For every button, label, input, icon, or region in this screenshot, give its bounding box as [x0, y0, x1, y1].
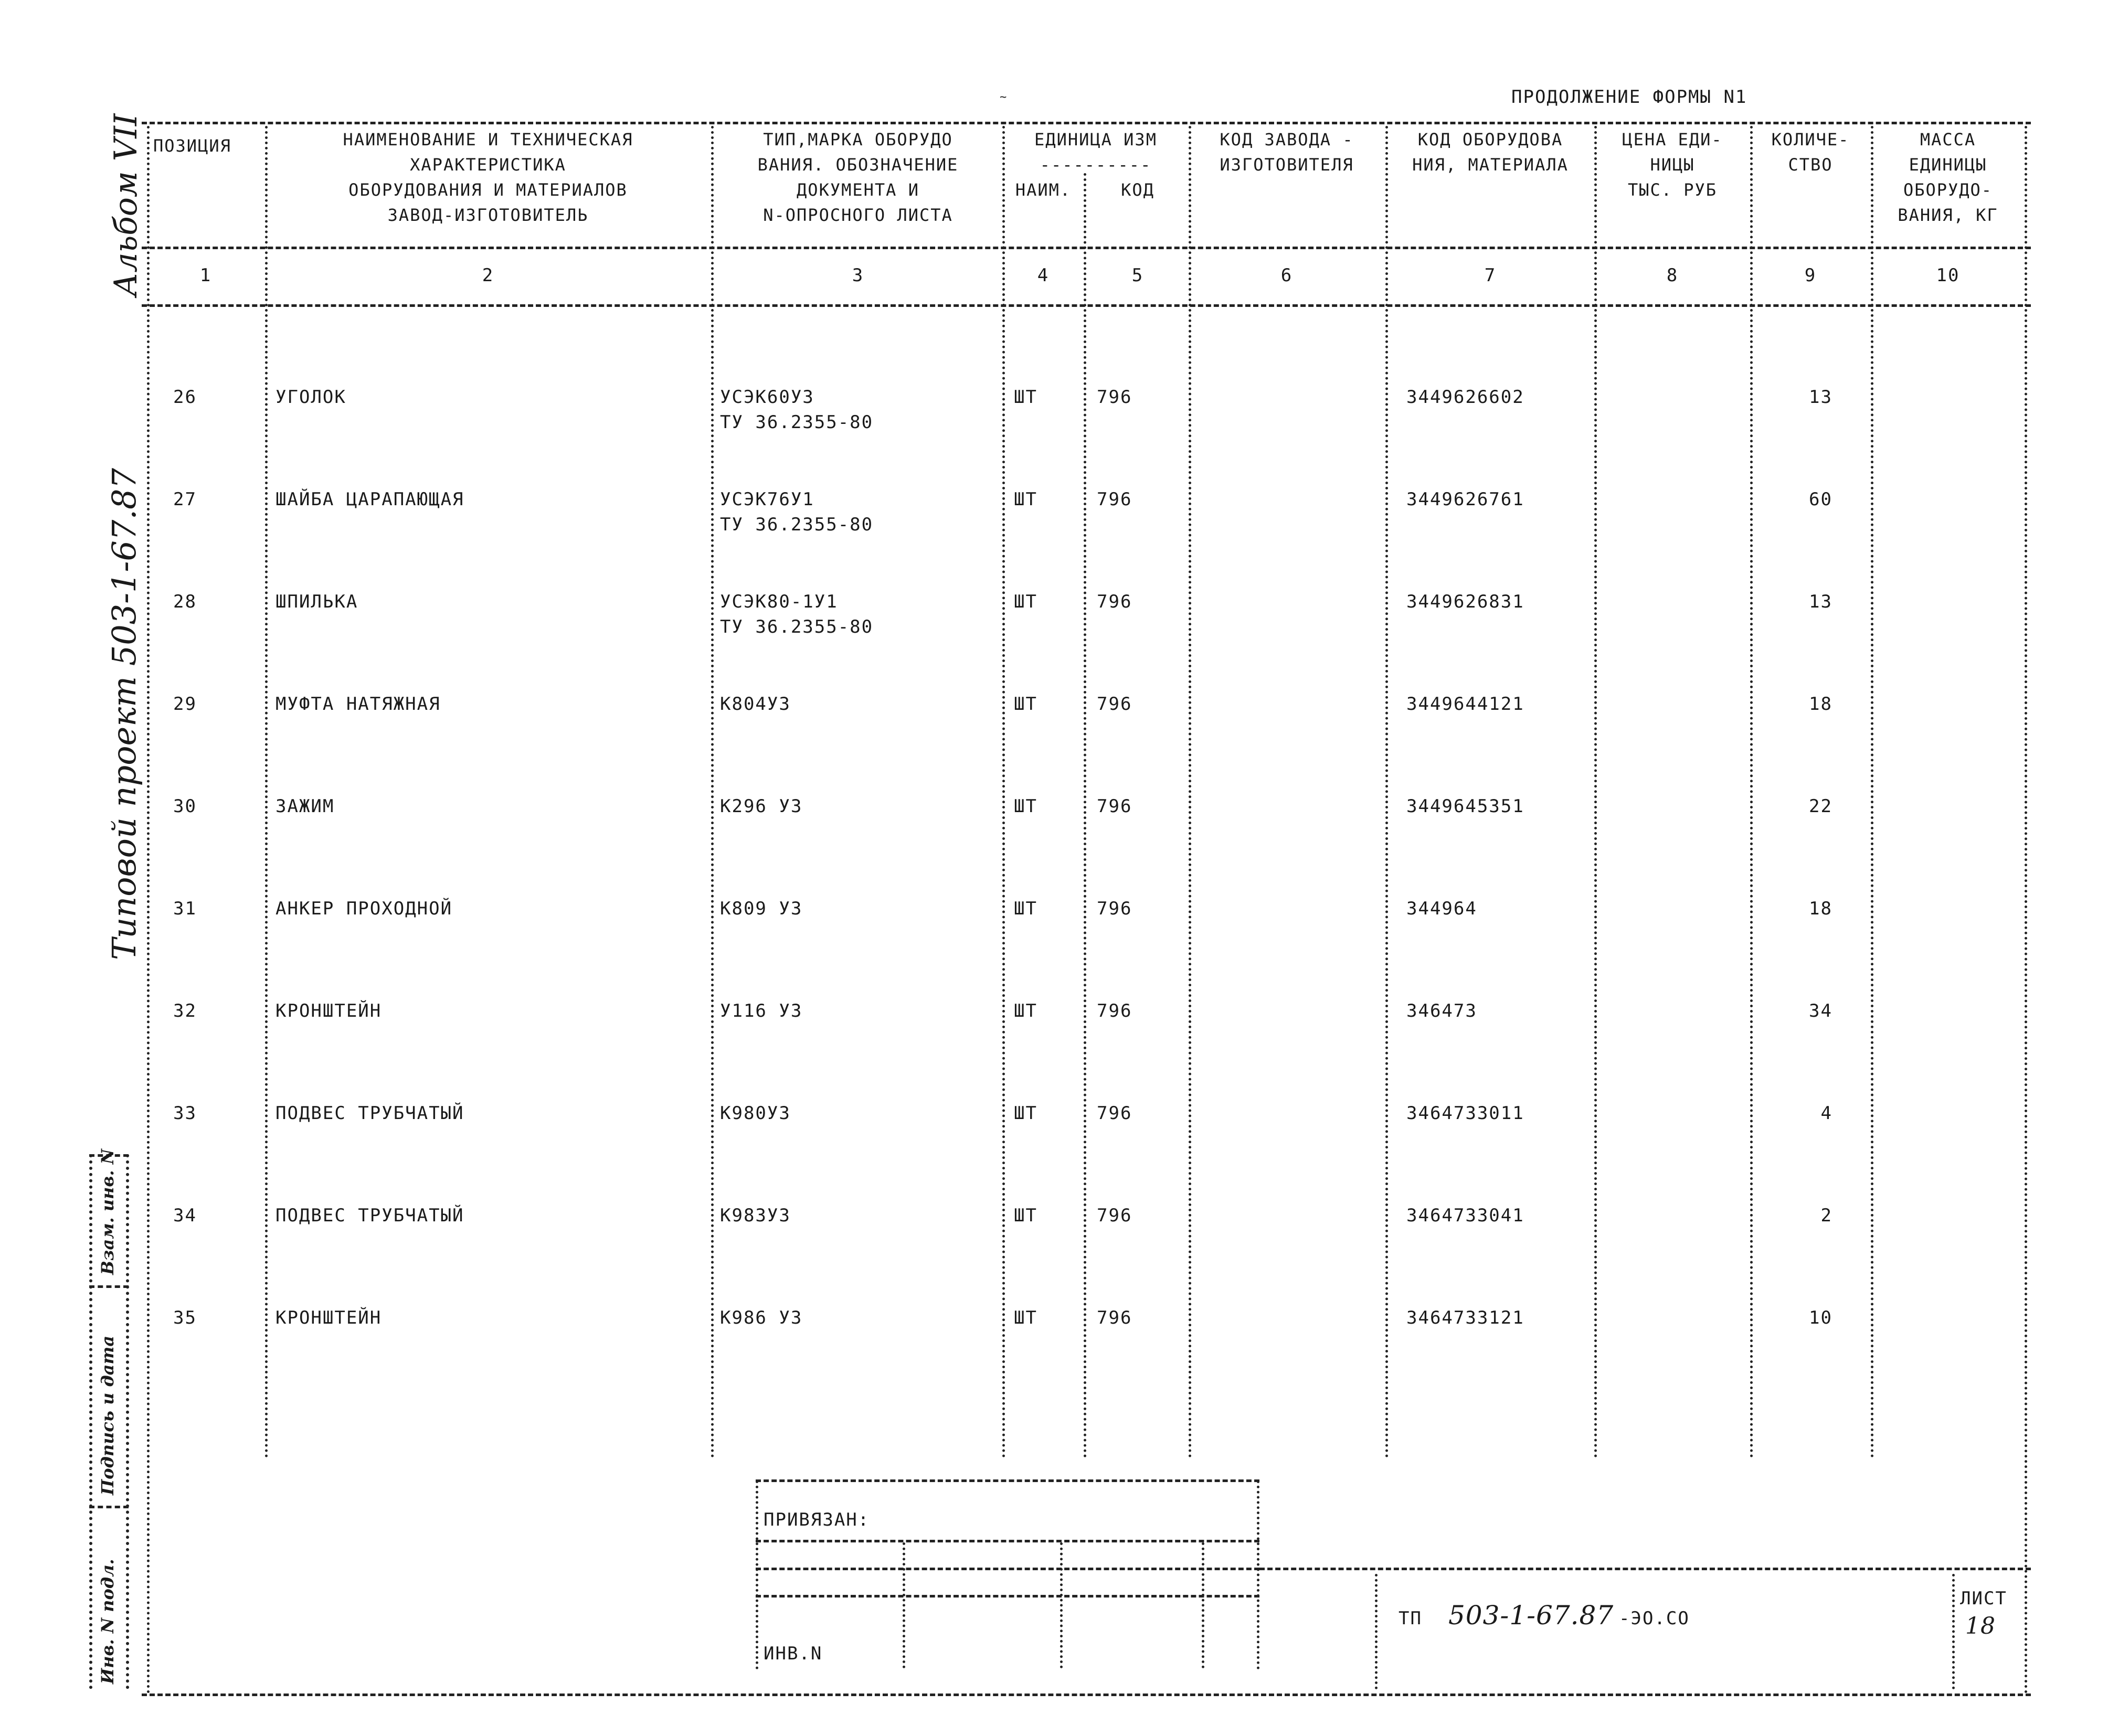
- stamp-rule-2: [756, 1540, 1259, 1542]
- row-equipment-code: 346473: [1406, 1000, 1477, 1021]
- row-quantity: 18: [1809, 694, 1832, 715]
- stamp-linked-label: ПРИВЯЗАН:: [764, 1509, 870, 1530]
- col-header-mass-l2: ЕДИНИЦЫ: [1909, 155, 1987, 175]
- col-header-factory-l1: КОД ЗАВОДА -: [1220, 130, 1354, 150]
- stamp-sep-e: [1257, 1481, 1259, 1669]
- stamp-sep-g: [1952, 1574, 1955, 1689]
- col-number-5: 5: [1131, 265, 1144, 286]
- col-header-unit-code: КОД: [1121, 180, 1154, 200]
- row-quantity: 18: [1809, 898, 1832, 919]
- row-type-mark: К804У3: [720, 694, 791, 715]
- row-quantity: 13: [1809, 591, 1832, 612]
- col-number-6: 6: [1280, 265, 1293, 286]
- row-unit-code: 796: [1097, 387, 1132, 408]
- col-header-unit-l1: ЕДИНИЦА ИЗМ: [1034, 130, 1157, 150]
- row-type-mark: УСЭК80-1У1: [720, 591, 838, 612]
- col-header-mass-l1: МАССА: [1920, 130, 1976, 150]
- side-album-label: Альбом VII: [108, 113, 144, 296]
- col-header-type-l3: ДОКУМЕНТА И: [797, 180, 919, 200]
- row-position: 28: [173, 591, 197, 612]
- col-header-factory-l2: ИЗГОТОВИТЕЛЯ: [1220, 155, 1354, 175]
- col-header-type-l2: ВАНИЯ. ОБОЗНАЧЕНИЕ: [757, 155, 959, 175]
- row-type-document: ТУ 36.2355-80: [720, 412, 874, 433]
- row-equipment-code: 3449626831: [1406, 591, 1524, 612]
- row-unit-name: ШТ: [1014, 1307, 1037, 1328]
- row-unit-name: ШТ: [1014, 591, 1037, 612]
- col-header-qty-l2: СТВО: [1788, 155, 1833, 175]
- row-quantity: 10: [1809, 1307, 1832, 1328]
- row-type-mark: К980У3: [720, 1103, 791, 1124]
- col-number-4: 4: [1037, 265, 1050, 286]
- side-project-label: Типовой проект 503-1-67.87: [105, 468, 143, 960]
- row-equipment-code: 3449626602: [1406, 387, 1524, 408]
- row-name: ЗАЖИМ: [276, 796, 335, 817]
- row-name: ПОДВЕС ТРУБЧАТЫЙ: [276, 1103, 464, 1124]
- col-header-name-l4: ЗАВОД-ИЗГОТОВИТЕЛЬ: [387, 205, 589, 225]
- row-type-mark: К809 У3: [720, 898, 803, 919]
- top-mark: ~: [1000, 91, 1008, 104]
- side-stamp-replace-inv: Взам. инв. N: [98, 1148, 118, 1275]
- row-quantity: 13: [1809, 387, 1832, 408]
- col-number-8: 8: [1666, 265, 1679, 286]
- row-name: МУФТА НАТЯЖНАЯ: [276, 694, 441, 715]
- stamp-sep-d: [1202, 1542, 1204, 1668]
- row-name: АНКЕР ПРОХОДНОЙ: [276, 898, 453, 919]
- row-equipment-code: 3449644121: [1406, 694, 1524, 715]
- col-header-type-l4: N-ОПРОСНОГО ЛИСТА: [763, 205, 953, 225]
- sheet-number: 18: [1965, 1613, 1996, 1639]
- col-header-price-l1: ЦЕНА ЕДИ-: [1622, 130, 1723, 150]
- row-position: 35: [173, 1307, 197, 1328]
- col-header-position: ПОЗИЦИЯ: [153, 136, 231, 156]
- col-sep-1: [265, 126, 268, 1458]
- row-name: КРОНШТЕЙН: [276, 1307, 382, 1328]
- row-unit-code: 796: [1097, 1103, 1132, 1124]
- row-name: КРОНШТЕЙН: [276, 1000, 382, 1021]
- row-unit-code: 796: [1097, 694, 1132, 715]
- sheet-label: ЛИСТ: [1960, 1588, 2007, 1609]
- row-unit-code: 796: [1097, 1205, 1132, 1226]
- col-header-name-l3: ОБОРУДОВАНИЯ И МАТЕРИАЛОВ: [348, 180, 628, 200]
- col-sep-0: [147, 126, 150, 1695]
- stamp-sep-f: [1375, 1574, 1378, 1689]
- doc-suffix: -ЭО.СО: [1619, 1608, 1690, 1629]
- header-bottom-rule: [142, 247, 2031, 249]
- row-position: 27: [173, 489, 197, 510]
- row-name: ШПИЛЬКА: [276, 591, 358, 612]
- side-stamp-border-a: [89, 1154, 92, 1689]
- col-number-7: 7: [1484, 265, 1497, 286]
- col-header-type-l1: ТИП,МАРКА ОБОРУДО: [763, 130, 953, 150]
- row-unit-code: 796: [1097, 1000, 1132, 1021]
- row-type-mark: УСЭК76У1: [720, 489, 814, 510]
- col-sep-2: [711, 126, 714, 1458]
- col-header-unit-divider: ----------: [1040, 155, 1152, 175]
- stamp-sep-b: [903, 1542, 905, 1668]
- row-position: 30: [173, 796, 197, 817]
- row-position: 33: [173, 1103, 197, 1124]
- side-stamp-original-inv: Инв. N подл.: [98, 1559, 118, 1684]
- side-stamp-signature: Подпись и дата: [98, 1335, 118, 1495]
- row-type-document: ТУ 36.2355-80: [720, 616, 874, 637]
- stamp-inv-label: ИНВ.N: [764, 1643, 823, 1664]
- side-stamp-rule-2: [89, 1285, 129, 1288]
- row-position: 34: [173, 1205, 197, 1226]
- row-equipment-code: 3449645351: [1406, 796, 1524, 817]
- stamp-sep-c: [1060, 1542, 1063, 1668]
- stamp-rule-1: [756, 1479, 1259, 1482]
- col-number-1: 1: [199, 265, 212, 286]
- row-quantity: 2: [1820, 1205, 1832, 1226]
- row-unit-name: ШТ: [1014, 387, 1037, 408]
- stamp-sep-a: [756, 1481, 758, 1669]
- row-name: ПОДВЕС ТРУБЧАТЫЙ: [276, 1205, 464, 1226]
- col-header-code-l1: КОД ОБОРУДОВА: [1417, 130, 1563, 150]
- stamp-rule-title: [1259, 1568, 2031, 1570]
- col-header-qty-l1: КОЛИЧЕ-: [1771, 130, 1850, 150]
- row-unit-code: 796: [1097, 796, 1132, 817]
- row-equipment-code: 3449626761: [1406, 489, 1524, 510]
- doc-number: 503-1-67.87: [1448, 1600, 1614, 1631]
- col-header-price-l3: ТЫС. РУБ: [1627, 180, 1718, 200]
- row-equipment-code: 3464733041: [1406, 1205, 1524, 1226]
- row-unit-code: 796: [1097, 898, 1132, 919]
- col-sep-9: [1871, 126, 1873, 1458]
- col-number-3: 3: [852, 265, 864, 286]
- row-type-document: ТУ 36.2355-80: [720, 514, 874, 535]
- row-unit-name: ШТ: [1014, 694, 1037, 715]
- row-equipment-code: 344964: [1406, 898, 1477, 919]
- row-equipment-code: 3464733011: [1406, 1103, 1524, 1124]
- row-unit-code: 796: [1097, 489, 1132, 510]
- col-header-unit-name: НАИМ.: [1015, 180, 1072, 200]
- col-header-mass-l4: ВАНИЯ, КГ: [1898, 205, 1998, 225]
- row-unit-code: 796: [1097, 591, 1132, 612]
- col-sep-10: [2025, 126, 2027, 1695]
- row-unit-name: ШТ: [1014, 1103, 1037, 1124]
- row-quantity: 60: [1809, 489, 1832, 510]
- row-quantity: 34: [1809, 1000, 1832, 1021]
- col-sep-5: [1189, 126, 1191, 1458]
- row-type-mark: К986 У3: [720, 1307, 803, 1328]
- col-header-code-l2: НИЯ, МАТЕРИАЛА: [1412, 155, 1569, 175]
- row-position: 32: [173, 1000, 197, 1021]
- stamp-rule-4: [756, 1595, 1259, 1597]
- doc-prefix: ТП: [1399, 1608, 1422, 1629]
- col-header-mass-l3: ОБОРУДО-: [1903, 180, 1993, 200]
- col-header-name-l2: ХАРАКТЕРИСТИКА: [410, 155, 566, 175]
- col-header-name-l1: НАИМЕНОВАНИЕ И ТЕХНИЧЕСКАЯ: [343, 130, 633, 150]
- row-unit-name: ШТ: [1014, 1205, 1037, 1226]
- col-sep-3: [1002, 126, 1005, 1458]
- col-sep-4: [1084, 173, 1086, 1458]
- col-number-2: 2: [482, 265, 494, 286]
- row-unit-name: ШТ: [1014, 898, 1037, 919]
- row-type-mark: К296 У3: [720, 796, 803, 817]
- col-header-price-l2: НИЦЫ: [1650, 155, 1695, 175]
- numbers-bottom-rule: [142, 304, 2031, 307]
- col-sep-6: [1385, 126, 1388, 1458]
- page-bottom-rule: [142, 1694, 2031, 1696]
- col-number-9: 9: [1804, 265, 1817, 286]
- row-unit-name: ШТ: [1014, 1000, 1037, 1021]
- row-unit-name: ШТ: [1014, 796, 1037, 817]
- row-position: 26: [173, 387, 197, 408]
- stamp-rule-3: [756, 1568, 1259, 1570]
- row-position: 31: [173, 898, 197, 919]
- row-position: 29: [173, 694, 197, 715]
- row-name: ШАЙБА ЦАРАПАЮЩАЯ: [276, 489, 464, 510]
- col-number-10: 10: [1936, 265, 1960, 286]
- row-type-mark: УСЭК60У3: [720, 387, 814, 408]
- row-type-mark: У116 У3: [720, 1000, 803, 1021]
- row-unit-name: ШТ: [1014, 489, 1037, 510]
- side-stamp-border-b: [126, 1154, 129, 1689]
- col-sep-7: [1594, 126, 1597, 1458]
- continuation-title: ПРОДОЛЖЕНИЕ ФОРМЫ N1: [1511, 87, 1747, 108]
- row-quantity: 22: [1809, 796, 1832, 817]
- side-stamp-rule-3: [89, 1506, 129, 1508]
- col-sep-8: [1750, 126, 1753, 1458]
- row-equipment-code: 3464733121: [1406, 1307, 1524, 1328]
- row-quantity: 4: [1820, 1103, 1832, 1124]
- row-name: УГОЛОК: [276, 387, 346, 408]
- row-type-mark: К983У3: [720, 1205, 791, 1226]
- row-unit-code: 796: [1097, 1307, 1132, 1328]
- header-top-rule: [142, 122, 2031, 124]
